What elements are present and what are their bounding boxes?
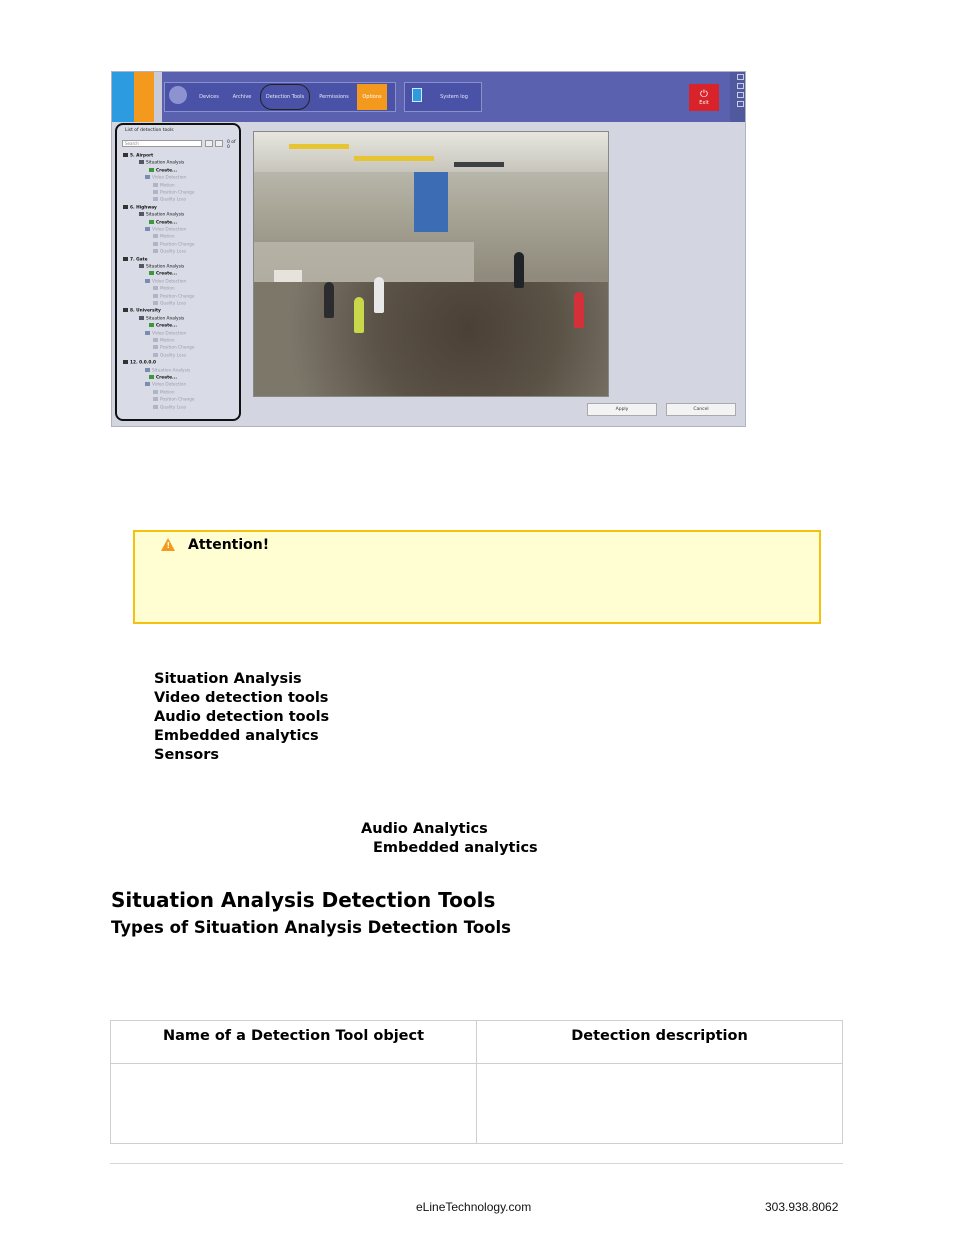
- tree-item[interactable]: [153, 286, 175, 292]
- detector-icon: [153, 338, 158, 342]
- tree-item-label: Quality Loss: [160, 353, 187, 359]
- detector-icon: [153, 397, 158, 401]
- subsection-heading: Types of Situation Analysis Detection Tools: [111, 918, 511, 937]
- detector-icon: [145, 382, 150, 386]
- camera-icon: [123, 205, 128, 209]
- tree-item[interactable]: [153, 183, 175, 189]
- tree-item-label: Quality Loss: [160, 249, 187, 255]
- search-input[interactable]: Search: [122, 140, 202, 147]
- tab-devices[interactable]: Devices: [199, 94, 219, 100]
- add-icon: [149, 168, 154, 172]
- detector-icon: [139, 316, 144, 320]
- tree-item[interactable]: [145, 175, 186, 181]
- tab-options[interactable]: Options: [357, 84, 387, 110]
- tree-item[interactable]: [153, 345, 195, 351]
- tree-item-label: Quality Loss: [160, 405, 187, 411]
- detection-tools-screenshot: [111, 71, 746, 427]
- tree-item-label: Situation Analysis: [146, 160, 185, 166]
- add-icon: [149, 323, 154, 327]
- add-icon: [149, 271, 154, 275]
- detector-icon: [153, 183, 158, 187]
- tree-item-label: 5. Airport: [130, 153, 154, 159]
- detector-icon: [145, 331, 150, 335]
- detector-icon: [145, 279, 150, 283]
- power-icon: ⏻: [700, 88, 708, 100]
- tree-item-label: 7. Gate: [130, 257, 148, 263]
- list-item-audio-detection-tools: Audio detection tools: [154, 709, 330, 725]
- tree-item-label: Create...: [156, 220, 177, 226]
- detector-icon: [153, 249, 158, 253]
- exit-label: Exit: [699, 99, 709, 106]
- gear-icon: [169, 86, 187, 104]
- detection-tools-table: [110, 1020, 843, 1144]
- detector-icon: [153, 294, 158, 298]
- table-header-name: Name of a Detection Tool object: [162, 1028, 425, 1044]
- tree-item-label: Video Detection: [152, 279, 187, 285]
- tree-item-label: Motion: [160, 390, 175, 396]
- tree-item-label: Position Change: [160, 397, 195, 403]
- restore-icon[interactable]: [737, 83, 744, 89]
- tree-item[interactable]: [153, 190, 195, 196]
- log-icon: [412, 88, 422, 102]
- table-header-description: Detection description: [571, 1028, 748, 1044]
- tree-item[interactable]: [149, 271, 177, 277]
- apply-button[interactable]: Apply: [587, 403, 657, 416]
- detector-icon: [139, 160, 144, 164]
- tree-item[interactable]: [145, 382, 186, 388]
- footer-phone: 303.938.8062: [765, 1200, 839, 1214]
- tree-item[interactable]: [153, 301, 186, 307]
- list-item-situation-analysis: Situation Analysis: [154, 671, 302, 687]
- tree-item[interactable]: [139, 160, 184, 166]
- search-prev-button[interactable]: [205, 140, 213, 147]
- tree-item[interactable]: [149, 168, 177, 174]
- tree-item-label: Quality Loss: [160, 301, 187, 307]
- tree-item-label: Create...: [156, 375, 177, 381]
- tree-item-label: Situation Analysis: [146, 264, 185, 270]
- tree-item[interactable]: [149, 220, 177, 226]
- tree-item[interactable]: [123, 308, 161, 314]
- tree-item-label: Situation Analysis: [152, 368, 191, 374]
- tree-item[interactable]: [123, 257, 148, 263]
- tree-item[interactable]: [153, 338, 175, 344]
- camera-video-frame: [253, 131, 609, 397]
- tree-item-label: 12. 0.0.0.0: [130, 360, 156, 366]
- camera-icon: [123, 257, 128, 261]
- tree-item[interactable]: [139, 264, 184, 270]
- footer-site: eLineTechnology.com: [416, 1200, 532, 1214]
- detector-icon: [153, 353, 158, 357]
- list-item-video-detection-tools: Video detection tools: [154, 690, 329, 706]
- bell-icon[interactable]: [134, 72, 154, 122]
- detector-icon: [153, 405, 158, 409]
- tree-item-label: Motion: [160, 338, 175, 344]
- tree-item-label: Situation Analysis: [146, 212, 185, 218]
- main-toolbar: [112, 72, 745, 122]
- tree-item[interactable]: [139, 212, 184, 218]
- detector-icon: [145, 175, 150, 179]
- cancel-button[interactable]: Cancel: [666, 403, 736, 416]
- system-log-button[interactable]: System log: [440, 94, 468, 100]
- tree-item[interactable]: [145, 368, 190, 374]
- tree-item[interactable]: [153, 234, 175, 240]
- detector-icon: [139, 212, 144, 216]
- tree-item[interactable]: [153, 197, 186, 203]
- tree-item-label: 8. University: [130, 308, 161, 314]
- tab-detection-tools[interactable]: Detection Tools: [260, 84, 310, 110]
- panel-title: List of detection tools: [125, 128, 174, 133]
- tree-item-label: Position Change: [160, 345, 195, 351]
- tree-item[interactable]: [153, 390, 175, 396]
- tree-item-label: 6. Highway: [130, 205, 157, 211]
- list-item-sensors: Sensors: [154, 747, 219, 763]
- tree-item-label: Create...: [156, 271, 177, 277]
- footer-divider: [110, 1163, 843, 1164]
- detector-icon: [145, 368, 150, 372]
- tree-item[interactable]: [149, 375, 177, 381]
- search-next-button[interactable]: [215, 140, 223, 147]
- tree-item[interactable]: [145, 227, 186, 233]
- tree-item[interactable]: [145, 279, 186, 285]
- detector-icon: [153, 242, 158, 246]
- tree-item[interactable]: [145, 331, 186, 337]
- camera-icon: [123, 153, 128, 157]
- tree-item[interactable]: [123, 205, 157, 211]
- search-count: 0 of 0: [227, 140, 236, 150]
- tree-item-label: Situation Analysis: [146, 316, 185, 322]
- tree-item-label: Motion: [160, 286, 175, 292]
- audio-analytics-link[interactable]: Audio Analytics: [361, 821, 488, 837]
- tree-item[interactable]: [153, 353, 186, 359]
- tree-item[interactable]: [123, 360, 156, 366]
- tab-archive[interactable]: Archive: [232, 94, 252, 100]
- tree-item[interactable]: [153, 249, 186, 255]
- tree-item[interactable]: [153, 294, 195, 300]
- detector-icon: [145, 227, 150, 231]
- tree-item-label: Position Change: [160, 190, 195, 196]
- tree-item-label: Quality Loss: [160, 197, 187, 203]
- tree-item-label: Create...: [156, 323, 177, 329]
- maximize-icon[interactable]: [737, 92, 744, 98]
- exit-button[interactable]: [689, 84, 719, 111]
- tree-item-label: Create...: [156, 168, 177, 174]
- add-icon: [149, 375, 154, 379]
- detector-icon: [153, 301, 158, 305]
- warning-icon: !: [161, 538, 175, 551]
- camera-icon: [123, 360, 128, 364]
- layout-icon[interactable]: [737, 101, 744, 107]
- detector-icon: [153, 345, 158, 349]
- tree-item[interactable]: [153, 405, 186, 411]
- attention-label: Attention!: [188, 537, 270, 553]
- list-item-embedded-analytics: Embedded analytics: [154, 728, 319, 744]
- tree-item-label: Video Detection: [152, 227, 187, 233]
- detector-icon: [153, 234, 158, 238]
- tree-item-label: Motion: [160, 183, 175, 189]
- tree-item[interactable]: [123, 153, 153, 159]
- tree-item[interactable]: [139, 316, 184, 322]
- windows-icon[interactable]: [112, 72, 134, 122]
- tree-item-label: Position Change: [160, 294, 195, 300]
- tree-item-label: Motion: [160, 234, 175, 240]
- tree-item-label: Video Detection: [152, 382, 187, 388]
- detector-icon: [153, 190, 158, 194]
- tree-item-label: Position Change: [160, 242, 195, 248]
- tree-item-label: Video Detection: [152, 175, 187, 181]
- tree-item[interactable]: [149, 323, 177, 329]
- attention-box: [133, 530, 821, 624]
- detector-icon: [139, 264, 144, 268]
- section-heading: Situation Analysis Detection Tools: [111, 888, 496, 912]
- tree-item[interactable]: [153, 397, 195, 403]
- detector-icon: [153, 286, 158, 290]
- detector-icon: [153, 197, 158, 201]
- minimize-icon[interactable]: [737, 74, 744, 80]
- add-icon: [149, 220, 154, 224]
- detection-tools-list-panel: [115, 123, 241, 421]
- camera-icon: [123, 308, 128, 312]
- tree-item-label: Video Detection: [152, 331, 187, 337]
- tab-permissions[interactable]: Permissions: [319, 94, 349, 100]
- detector-icon: [153, 390, 158, 394]
- tree-item[interactable]: [153, 242, 195, 248]
- embedded-analytics-link[interactable]: Embedded analytics: [373, 840, 538, 856]
